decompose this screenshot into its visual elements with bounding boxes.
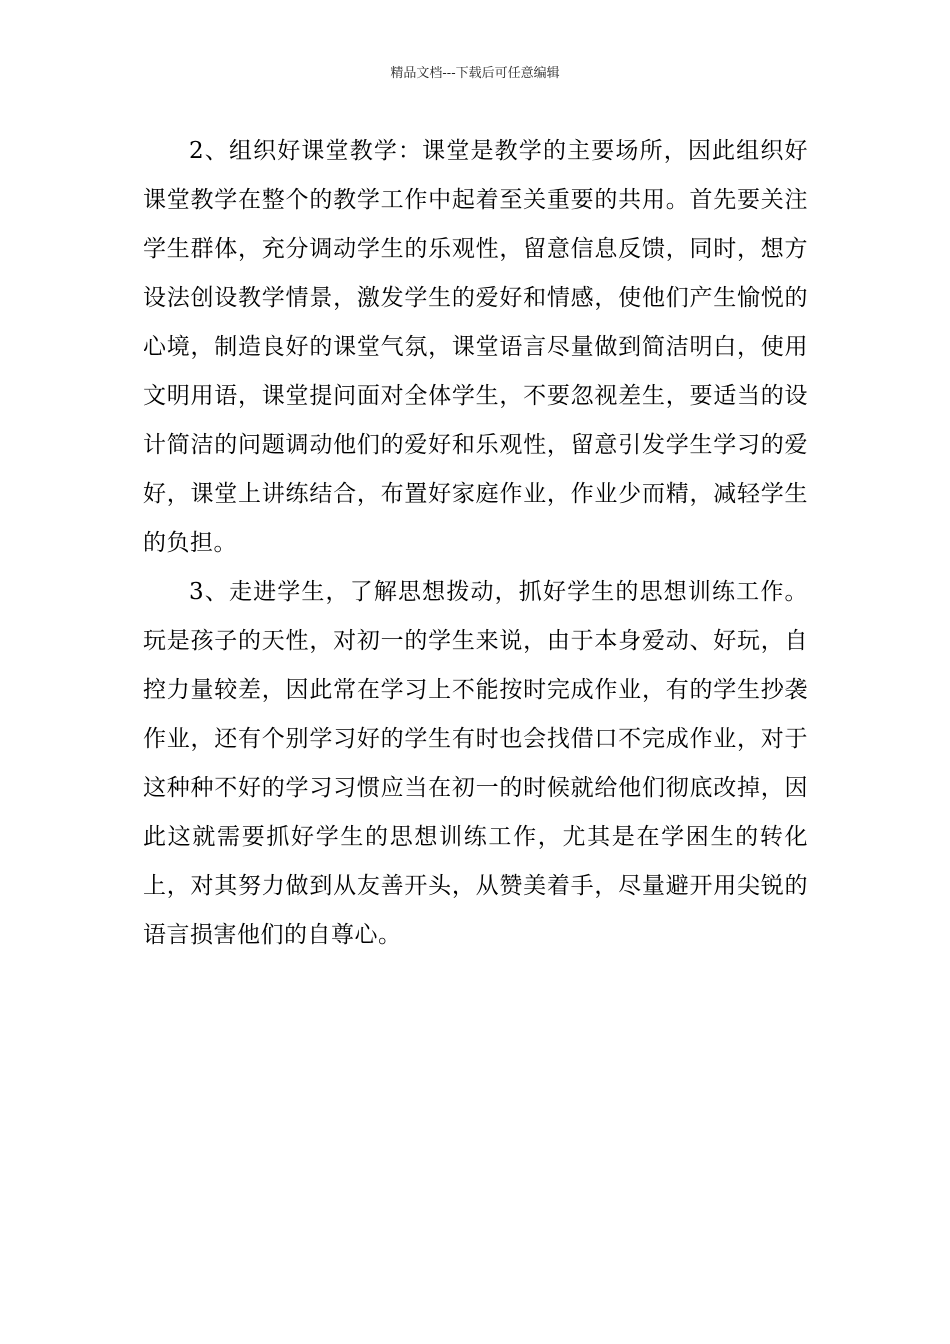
paragraph-classroom-teaching: 2、组织好课堂教学：课堂是教学的主要场所，因此组织好课堂教学在整个的教学工作中起着至关重要的共用。首先要关注学生群体，充分调动学生的乐观性，留意信息反馈，同时，想方设法创设教学情景，激发学生的爱好和情感，使他们产生愉悦的心境，制造良好的课堂气氛，课堂语言尽量做到简洁明白，使用文明用语，课堂提问面对全体学生，不要忽视差生，要适当的设计简洁的问题调动他们的爱好和乐观性，留意引发学生学习的爱好，课堂上讲练结合，布置好家庭作业，作业少而精，减轻学生的负担。 bbox=[143, 138, 808, 556]
page-header: 精品文档---下载后可任意编辑 bbox=[390, 66, 560, 81]
paragraph-student-thought-education: 3、走进学生，了解思想拨动，抓好学生的思想训练工作。玩是孩子的天性，对初一的学生来说，由于本身爱动、好玩，自控力量较差，因此常在学习上不能按时完成作业，有的学生抄袭作业，还有个别学习好的学生有时也会找借口不完成作业，对于这种种不好的学习习惯应当在初一的时候就给他们彻底改掉，因此这就需要抓好学生的思想训练工作，尤其是在学困生的转化上，对其努力做到从友善开头，从赞美着手，尽量避开用尖锐的语言损害他们的自尊心。 bbox=[143, 579, 808, 948]
document-body bbox=[143, 127, 808, 960]
